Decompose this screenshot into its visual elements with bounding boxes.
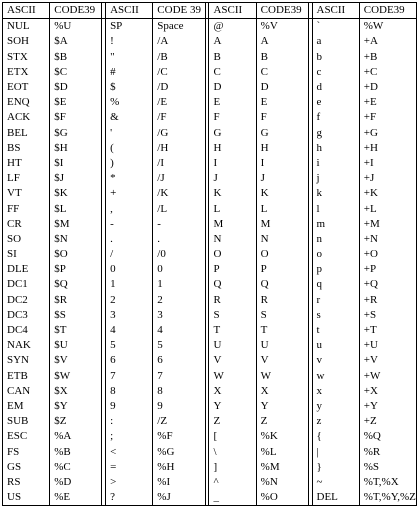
- table-row: [3, 201, 417, 216]
- ascii-cell: ~: [312, 475, 359, 490]
- ascii-cell: DC3: [3, 308, 50, 323]
- ascii-cell: Z: [209, 414, 256, 429]
- code39-cell: 8: [153, 384, 206, 399]
- ascii-cell: k: [312, 186, 359, 201]
- ascii-cell: J: [209, 171, 256, 186]
- ascii-cell: F: [209, 110, 256, 125]
- ascii-cell: SI: [3, 247, 50, 262]
- code39-cell: $D: [50, 80, 102, 95]
- code39-cell: H: [256, 141, 308, 156]
- ascii-cell: |: [312, 444, 359, 459]
- code39-cell: $Y: [50, 399, 102, 414]
- code39-cell: /E: [153, 95, 206, 110]
- ascii-cell: m: [312, 217, 359, 232]
- ascii-cell: M: [209, 217, 256, 232]
- ascii-cell: SOH: [3, 34, 50, 49]
- code39-cell: $P: [50, 262, 102, 277]
- code39-cell: %K: [256, 429, 308, 444]
- ascii-cell: ETX: [3, 65, 50, 80]
- code39-cell: %F: [153, 429, 206, 444]
- code39-cell: Z: [256, 414, 308, 429]
- code39-cell: V: [256, 353, 308, 368]
- ascii-cell: H: [209, 141, 256, 156]
- ascii-cell: T: [209, 323, 256, 338]
- code39-cell: $M: [50, 217, 102, 232]
- ascii-cell: D: [209, 80, 256, 95]
- ascii-cell: [: [209, 429, 256, 444]
- code39-cell: M: [256, 217, 308, 232]
- code39-cell: 4: [153, 323, 206, 338]
- ascii-cell: W: [209, 369, 256, 384]
- table-row: [3, 141, 417, 156]
- code39-cell: +B: [359, 50, 416, 65]
- ascii-cell: \: [209, 444, 256, 459]
- code39-cell: C: [256, 65, 308, 80]
- code39-cell: 6: [153, 353, 206, 368]
- ascii-cell: p: [312, 262, 359, 277]
- code39-cell: %H: [153, 460, 206, 475]
- code39-cell: +F: [359, 110, 416, 125]
- code39-cell: %T,%Y,%Z: [359, 490, 416, 506]
- code39-cell: J: [256, 171, 308, 186]
- code39-cell: %M: [256, 460, 308, 475]
- code39-cell: +C: [359, 65, 416, 80]
- code39-cell: %V: [256, 19, 308, 35]
- code39-cell: 2: [153, 293, 206, 308]
- ascii-cell: ): [106, 156, 153, 171]
- code39-cell: N: [256, 232, 308, 247]
- ascii-cell: G: [209, 126, 256, 141]
- code39-cell: 0: [153, 262, 206, 277]
- ascii-cell: DEL: [312, 490, 359, 506]
- table-row: [3, 323, 417, 338]
- ascii-cell: NAK: [3, 338, 50, 353]
- ascii-cell: STX: [3, 50, 50, 65]
- code39-cell: $F: [50, 110, 102, 125]
- code39-cell: /Z: [153, 414, 206, 429]
- code39-cell: +I: [359, 156, 416, 171]
- table-row: [3, 277, 417, 292]
- code39-cell: /L: [153, 201, 206, 216]
- code39-cell: Q: [256, 277, 308, 292]
- ascii-cell: /: [106, 247, 153, 262]
- ascii-cell: 1: [106, 277, 153, 292]
- ascii-cell: w: [312, 369, 359, 384]
- ascii-cell: l: [312, 201, 359, 216]
- code39-cell: 1: [153, 277, 206, 292]
- ascii-cell: `: [312, 19, 359, 35]
- ascii-cell: K: [209, 186, 256, 201]
- code39-cell: 3: [153, 308, 206, 323]
- code39-cell: $I: [50, 156, 102, 171]
- code39-cell: $H: [50, 141, 102, 156]
- code39-cell: 9: [153, 399, 206, 414]
- code39-cell: B: [256, 50, 308, 65]
- code39-cell: Space: [153, 19, 206, 35]
- code39-cell: +H: [359, 141, 416, 156]
- ascii-cell: 7: [106, 369, 153, 384]
- ascii-cell: L: [209, 201, 256, 216]
- ascii-cell: -: [106, 217, 153, 232]
- ascii-cell: 3: [106, 308, 153, 323]
- ascii-cell: P: [209, 262, 256, 277]
- code39-cell: %L: [256, 444, 308, 459]
- ascii-cell: *: [106, 171, 153, 186]
- table-row: [3, 369, 417, 384]
- code39-cell: %B: [50, 444, 102, 459]
- code39-cell: U: [256, 338, 308, 353]
- code39-cell: %R: [359, 444, 416, 459]
- code39-cell: +P: [359, 262, 416, 277]
- ascii-cell: .: [106, 232, 153, 247]
- code39-cell: +E: [359, 95, 416, 110]
- table-row: [3, 156, 417, 171]
- ascii-cell: BS: [3, 141, 50, 156]
- ascii-cell: a: [312, 34, 359, 49]
- header-row: [3, 3, 417, 19]
- ascii-cell: X: [209, 384, 256, 399]
- ascii-cell: E: [209, 95, 256, 110]
- header-ascii: ASCII: [312, 3, 359, 19]
- ascii-cell: ETB: [3, 369, 50, 384]
- code39-cell: /I: [153, 156, 206, 171]
- code39-cell: %Q: [359, 429, 416, 444]
- code39-cell: %E: [50, 490, 102, 506]
- table-row: [3, 80, 417, 95]
- code39-cell: A: [256, 34, 308, 49]
- code39-cell: 5: [153, 338, 206, 353]
- table-row: [3, 217, 417, 232]
- code39-cell: $T: [50, 323, 102, 338]
- ascii-cell: o: [312, 247, 359, 262]
- table-row: [3, 186, 417, 201]
- ascii-cell: GS: [3, 460, 50, 475]
- code39-cell: F: [256, 110, 308, 125]
- ascii-cell: +: [106, 186, 153, 201]
- ascii-cell: 0: [106, 262, 153, 277]
- ascii-cell: 2: [106, 293, 153, 308]
- code39-cell: /G: [153, 126, 206, 141]
- ascii-cell: z: [312, 414, 359, 429]
- ascii-cell: <: [106, 444, 153, 459]
- ascii-cell: CR: [3, 217, 50, 232]
- ascii-cell: U: [209, 338, 256, 353]
- ascii-cell: ?: [106, 490, 153, 506]
- ascii-cell: }: [312, 460, 359, 475]
- code39-cell: +N: [359, 232, 416, 247]
- table-row: [3, 262, 417, 277]
- code39-cell: $L: [50, 201, 102, 216]
- ascii-cell: ": [106, 50, 153, 65]
- ascii-cell: SYN: [3, 353, 50, 368]
- ascii-cell: v: [312, 353, 359, 368]
- ascii-cell: _: [209, 490, 256, 506]
- ascii-cell: ]: [209, 460, 256, 475]
- code39-cell: 7: [153, 369, 206, 384]
- table-row: [3, 19, 417, 35]
- code39-cell: L: [256, 201, 308, 216]
- code39-cell: %O: [256, 490, 308, 506]
- ascii-cell: ,: [106, 201, 153, 216]
- ascii-cell: N: [209, 232, 256, 247]
- ascii-cell: j: [312, 171, 359, 186]
- code39-cell: $W: [50, 369, 102, 384]
- ascii-cell: Y: [209, 399, 256, 414]
- code39-cell: $S: [50, 308, 102, 323]
- ascii-cell: VT: [3, 186, 50, 201]
- table-row: [3, 293, 417, 308]
- ascii-cell: ^: [209, 475, 256, 490]
- ascii-cell: ACK: [3, 110, 50, 125]
- ascii-cell: %: [106, 95, 153, 110]
- ascii-cell: ': [106, 126, 153, 141]
- ascii-cell: 5: [106, 338, 153, 353]
- table-row: [3, 232, 417, 247]
- ascii-cell: EOT: [3, 80, 50, 95]
- ascii-cell: !: [106, 34, 153, 49]
- code39-cell: S: [256, 308, 308, 323]
- code39-cell: $J: [50, 171, 102, 186]
- ascii-cell: FF: [3, 201, 50, 216]
- code39-cell: /F: [153, 110, 206, 125]
- code39-cell: $Q: [50, 277, 102, 292]
- ascii-cell: FS: [3, 444, 50, 459]
- header-code39: CODE39: [256, 3, 308, 19]
- code39-cell: /C: [153, 65, 206, 80]
- ascii-cell: n: [312, 232, 359, 247]
- ascii-cell: y: [312, 399, 359, 414]
- code39-cell: G: [256, 126, 308, 141]
- code39-cell: $N: [50, 232, 102, 247]
- code39-cell: /B: [153, 50, 206, 65]
- ascii-cell: :: [106, 414, 153, 429]
- ascii-cell: u: [312, 338, 359, 353]
- code39-cell: %S: [359, 460, 416, 475]
- ascii-cell: SO: [3, 232, 50, 247]
- table-row: [3, 384, 417, 399]
- code39-cell: $A: [50, 34, 102, 49]
- ascii-cell: SP: [106, 19, 153, 35]
- code39-cell: +A: [359, 34, 416, 49]
- code39-cell: %T,%X: [359, 475, 416, 490]
- ascii-cell: 9: [106, 399, 153, 414]
- code39-cell: %C: [50, 460, 102, 475]
- code39-cell: -: [153, 217, 206, 232]
- table-row: [3, 308, 417, 323]
- ascii-cell: I: [209, 156, 256, 171]
- ascii-cell: 4: [106, 323, 153, 338]
- ascii-cell: A: [209, 34, 256, 49]
- ascii-cell: NUL: [3, 19, 50, 35]
- ascii-cell: h: [312, 141, 359, 156]
- code39-cell: /H: [153, 141, 206, 156]
- code39-cell: +U: [359, 338, 416, 353]
- code39-cell: +G: [359, 126, 416, 141]
- table-row: [3, 65, 417, 80]
- code39-cell: O: [256, 247, 308, 262]
- ascii-cell: (: [106, 141, 153, 156]
- ascii-cell: $: [106, 80, 153, 95]
- code39-cell: +V: [359, 353, 416, 368]
- ascii-cell: DC2: [3, 293, 50, 308]
- table-row: [3, 353, 417, 368]
- ascii-cell: C: [209, 65, 256, 80]
- code39-cell: +X: [359, 384, 416, 399]
- code39-cell: W: [256, 369, 308, 384]
- code39-cell: +D: [359, 80, 416, 95]
- code39-cell: D: [256, 80, 308, 95]
- code39-cell: $O: [50, 247, 102, 262]
- code39-cell: $U: [50, 338, 102, 353]
- header-code39: CODE 39: [153, 3, 206, 19]
- ascii-cell: BEL: [3, 126, 50, 141]
- code39-cell: Y: [256, 399, 308, 414]
- ascii-cell: S: [209, 308, 256, 323]
- code39-cell: +J: [359, 171, 416, 186]
- ascii-cell: d: [312, 80, 359, 95]
- table-row: [3, 429, 417, 444]
- code39-cell: $X: [50, 384, 102, 399]
- ascii-cell: HT: [3, 156, 50, 171]
- ascii-cell: x: [312, 384, 359, 399]
- ascii-cell: g: [312, 126, 359, 141]
- table-body: [3, 19, 417, 506]
- code39-cell: %W: [359, 19, 416, 35]
- code39-cell: K: [256, 186, 308, 201]
- ascii-cell: RS: [3, 475, 50, 490]
- code39-cell: $E: [50, 95, 102, 110]
- code39-cell: $C: [50, 65, 102, 80]
- code39-cell: +Q: [359, 277, 416, 292]
- table-row: [3, 247, 417, 262]
- ascii-cell: r: [312, 293, 359, 308]
- code39-cell: E: [256, 95, 308, 110]
- code39-cell: +Z: [359, 414, 416, 429]
- code39-cell: +T: [359, 323, 416, 338]
- code39-cell: %I: [153, 475, 206, 490]
- table-row: [3, 126, 417, 141]
- code39-cell: +L: [359, 201, 416, 216]
- code39-cell: %N: [256, 475, 308, 490]
- ascii-cell: q: [312, 277, 359, 292]
- code39-cell: $B: [50, 50, 102, 65]
- ascii-cell: R: [209, 293, 256, 308]
- code39-cell: $R: [50, 293, 102, 308]
- header-code39: CODE39: [359, 3, 416, 19]
- header-ascii: ASCII: [106, 3, 153, 19]
- code39-cell: %J: [153, 490, 206, 506]
- table-row: [3, 475, 417, 490]
- table-row: [3, 490, 417, 506]
- code39-cell: $K: [50, 186, 102, 201]
- ascii-cell: DLE: [3, 262, 50, 277]
- ascii-cell: 6: [106, 353, 153, 368]
- table-row: [3, 171, 417, 186]
- ascii-cell: V: [209, 353, 256, 368]
- ascii-cell: O: [209, 247, 256, 262]
- ascii-cell: Q: [209, 277, 256, 292]
- ascii-cell: 8: [106, 384, 153, 399]
- ascii-cell: B: [209, 50, 256, 65]
- ascii-cell: DC4: [3, 323, 50, 338]
- code39-cell: I: [256, 156, 308, 171]
- code39-cell: P: [256, 262, 308, 277]
- ascii-cell: i: [312, 156, 359, 171]
- header-ascii: ASCII: [209, 3, 256, 19]
- code39-cell: +K: [359, 186, 416, 201]
- ascii-cell: ESC: [3, 429, 50, 444]
- code39-cell: /D: [153, 80, 206, 95]
- ascii-cell: s: [312, 308, 359, 323]
- ascii-cell: US: [3, 490, 50, 506]
- table-row: [3, 444, 417, 459]
- code39-cell: %G: [153, 444, 206, 459]
- code39-cell: +Y: [359, 399, 416, 414]
- code39-cell: +R: [359, 293, 416, 308]
- code39-cell: +W: [359, 369, 416, 384]
- ascii-cell: EM: [3, 399, 50, 414]
- ascii-cell: {: [312, 429, 359, 444]
- code39-cell: %D: [50, 475, 102, 490]
- code39-cell: .: [153, 232, 206, 247]
- code39-cell: $Z: [50, 414, 102, 429]
- ascii-cell: ENQ: [3, 95, 50, 110]
- ascii-code39-table: [2, 2, 417, 506]
- code39-cell: +S: [359, 308, 416, 323]
- code39-cell: T: [256, 323, 308, 338]
- ascii-cell: DC1: [3, 277, 50, 292]
- ascii-cell: ;: [106, 429, 153, 444]
- code39-cell: R: [256, 293, 308, 308]
- code39-cell: $G: [50, 126, 102, 141]
- code39-cell: /0: [153, 247, 206, 262]
- ascii-cell: e: [312, 95, 359, 110]
- ascii-cell: SUB: [3, 414, 50, 429]
- code39-cell: X: [256, 384, 308, 399]
- ascii-cell: t: [312, 323, 359, 338]
- code39-cell: %A: [50, 429, 102, 444]
- ascii-cell: f: [312, 110, 359, 125]
- ascii-cell: >: [106, 475, 153, 490]
- code39-cell: +O: [359, 247, 416, 262]
- table-row: [3, 414, 417, 429]
- ascii-cell: b: [312, 50, 359, 65]
- table-row: [3, 110, 417, 125]
- ascii-cell: c: [312, 65, 359, 80]
- table-row: [3, 399, 417, 414]
- table-row: [3, 338, 417, 353]
- ascii-cell: &: [106, 110, 153, 125]
- code39-cell: /J: [153, 171, 206, 186]
- table-row: [3, 460, 417, 475]
- code39-cell: +M: [359, 217, 416, 232]
- ascii-cell: =: [106, 460, 153, 475]
- header-ascii: ASCII: [3, 3, 50, 19]
- code39-cell: $V: [50, 353, 102, 368]
- code39-cell: %U: [50, 19, 102, 35]
- ascii-cell: #: [106, 65, 153, 80]
- table-row: [3, 50, 417, 65]
- table-row: [3, 34, 417, 49]
- ascii-cell: LF: [3, 171, 50, 186]
- ascii-cell: CAN: [3, 384, 50, 399]
- code39-cell: /K: [153, 186, 206, 201]
- header-code39: CODE39: [50, 3, 102, 19]
- table-row: [3, 95, 417, 110]
- code39-cell: /A: [153, 34, 206, 49]
- ascii-cell: @: [209, 19, 256, 35]
